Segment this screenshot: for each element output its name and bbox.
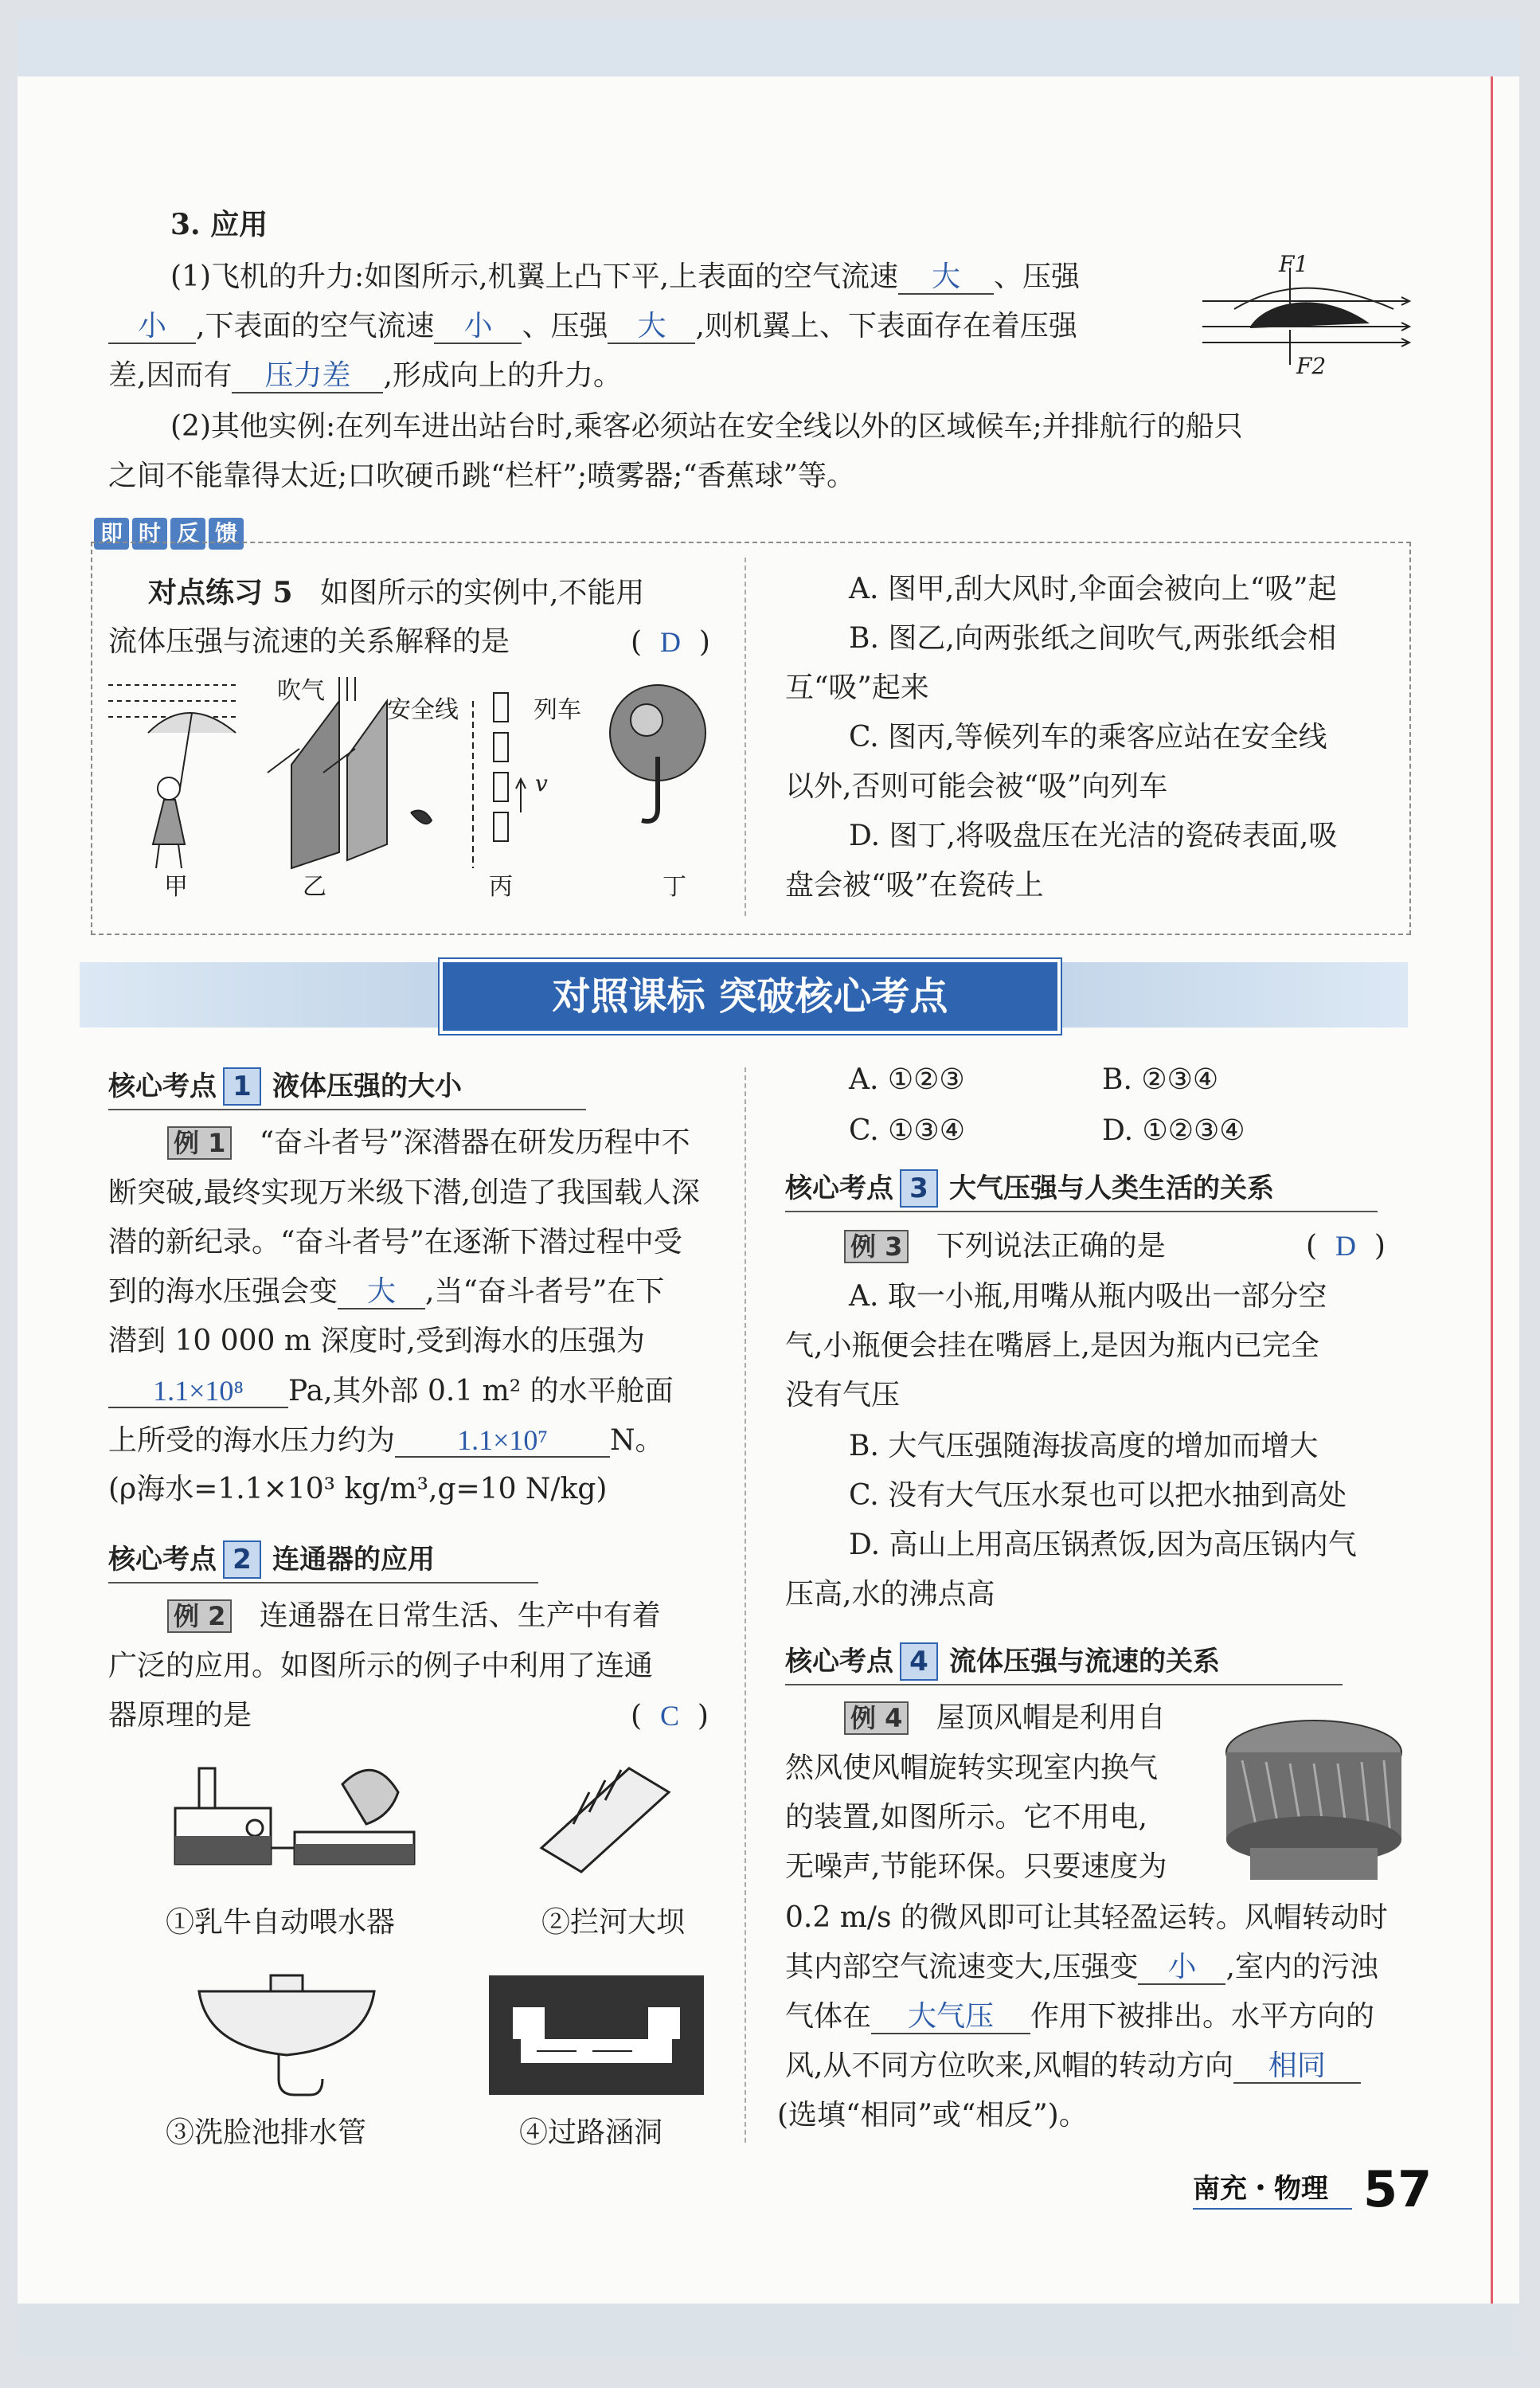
paragraph-line: 潜到 10 000 m 深度时,受到海水的压强为 bbox=[108, 1325, 645, 1357]
feedback-divider bbox=[745, 558, 746, 916]
figure-caption: ③洗脸池排水管 bbox=[166, 2116, 367, 2149]
f1-label: F1 bbox=[1279, 251, 1309, 277]
column-divider bbox=[745, 1067, 746, 2143]
example-line bbox=[844, 1701, 1166, 1735]
paren: ) bbox=[1374, 1230, 1386, 1263]
option-line: A. 图甲,刮大风时,伞面会被向上“吸”起 bbox=[849, 573, 1337, 605]
paragraph-line bbox=[108, 311, 1077, 344]
safety-line-label: 安全线 bbox=[387, 696, 459, 724]
paragraph-line bbox=[785, 2050, 1361, 2084]
option-line: C. 没有大气压水泵也可以把水抽到高处 bbox=[849, 1479, 1347, 1512]
paragraph-line: 之间不能靠得太近;口吹硬币跳“栏杆”;喷雾器;“香蕉球”等。 bbox=[108, 460, 856, 492]
f2-label: F2 bbox=[1296, 353, 1327, 379]
paragraph-line: (选填“相同”或“相反”)。 bbox=[777, 2099, 1088, 2132]
ex-num: 2 bbox=[208, 1601, 226, 1631]
paragraph-line bbox=[108, 360, 622, 393]
option: C. ①③④ bbox=[849, 1114, 965, 1147]
text: 流体压强与流速的关系解释的是 bbox=[108, 625, 510, 658]
text: ,形成向上的升力。 bbox=[383, 359, 622, 392]
figure-caption: ①乳牛自动喂水器 bbox=[166, 1906, 396, 1939]
tag-char: 时 bbox=[132, 518, 167, 550]
text: 下列说法正确的是 bbox=[936, 1230, 1166, 1263]
text: N。 bbox=[610, 1424, 664, 1457]
answer-blank: 相同 bbox=[1233, 2050, 1361, 2084]
example-line bbox=[167, 1599, 661, 1633]
answer-blank: 大气压 bbox=[871, 2001, 1030, 2034]
example-label bbox=[167, 1599, 232, 1633]
answer-blank: 小 bbox=[108, 311, 196, 344]
option: B. ②③④ bbox=[1102, 1063, 1219, 1096]
answer-blank: 大 bbox=[608, 311, 695, 344]
umbrella-figure bbox=[108, 685, 236, 868]
option-line: C. 图丙,等候列车的乘客应站在安全线 bbox=[849, 721, 1327, 754]
answer-blank: 1.1×10⁸ bbox=[108, 1375, 288, 1408]
option-line: D. 高山上用高压锅煮饭,因为高压锅内气 bbox=[849, 1529, 1357, 1561]
text: 如图所示的实例中,不能用 bbox=[319, 577, 645, 609]
train-label: 列车 bbox=[534, 696, 581, 724]
text: 气体在 bbox=[785, 2000, 872, 2033]
example-label bbox=[167, 1126, 232, 1160]
paragraph-line: 潜的新纪录。“奋斗者号”在逐渐下潜过程中受 bbox=[108, 1226, 682, 1259]
answer: C bbox=[659, 1700, 679, 1732]
example-label bbox=[844, 1230, 909, 1263]
answer-blank: 小 bbox=[434, 311, 522, 344]
kp-number: 1 bbox=[223, 1067, 261, 1106]
top-band bbox=[18, 19, 1519, 76]
key-point-heading bbox=[785, 1642, 1220, 1681]
heading-underline bbox=[785, 1684, 1343, 1685]
answer-paren bbox=[631, 626, 710, 659]
ex-text: 例 bbox=[174, 1128, 200, 1158]
banner-title: 对照课标 突破核心考点 bbox=[440, 959, 1061, 1034]
tag-char: 反 bbox=[170, 518, 205, 550]
paragraph-line bbox=[170, 261, 1080, 295]
question-title: 对点练习 5 bbox=[148, 576, 293, 609]
text: 、压强 bbox=[994, 260, 1081, 293]
kp-number: 3 bbox=[900, 1169, 938, 1208]
figure-label: 乙 bbox=[303, 873, 326, 901]
paragraph-line bbox=[785, 2001, 1374, 2034]
paragraph-line: 无噪声,节能环保。只要速度为 bbox=[785, 1850, 1167, 1883]
tag-char: 馈 bbox=[209, 518, 244, 550]
text: 差,因而有 bbox=[108, 359, 233, 392]
margin-line bbox=[1491, 76, 1493, 2355]
text: ,室内的污浊 bbox=[1225, 1951, 1378, 1983]
text: Pa,其外部 0.1 m² 的水平舱面 bbox=[288, 1375, 674, 1407]
text: ,则机翼上、下表面存在着压强 bbox=[695, 310, 1077, 343]
text: 上所受的海水压力约为 bbox=[108, 1424, 396, 1457]
velocity-label: v bbox=[535, 770, 548, 797]
paragraph-line bbox=[785, 1952, 1378, 1985]
paragraph-line bbox=[108, 1375, 674, 1408]
paren: ) bbox=[697, 1700, 709, 1732]
option-line: B. 大气压强随海拔高度的增加而增大 bbox=[849, 1430, 1319, 1462]
option-line: B. 图乙,向两张纸之间吹气,两张纸会相 bbox=[849, 622, 1337, 655]
example-label bbox=[844, 1701, 909, 1735]
paren: ) bbox=[698, 626, 710, 659]
answer-blank: 小 bbox=[1138, 1952, 1225, 1985]
kp-title: 连通器的应用 bbox=[272, 1544, 435, 1576]
paren: ( bbox=[631, 1700, 643, 1732]
option-line: D. 图丁,将吸盘压在光洁的瓷砖表面,吸 bbox=[849, 820, 1338, 852]
option: A. ①②③ bbox=[849, 1063, 965, 1096]
answer-paren bbox=[1306, 1230, 1386, 1263]
answer-blank: 压力差 bbox=[232, 360, 383, 393]
dam-figure bbox=[526, 1760, 685, 1880]
answer: D bbox=[1335, 1230, 1356, 1262]
paragraph-line bbox=[108, 1276, 664, 1309]
example-line bbox=[844, 1230, 1166, 1263]
paragraph-line: (2)其他实例:在列车进出站台时,乘客必须站在安全线以外的区域候车;并排航行的船只 bbox=[170, 410, 1243, 443]
page-number: 57 bbox=[1363, 2160, 1433, 2218]
kp-number: 4 bbox=[900, 1642, 938, 1681]
text: 到的海水压强会变 bbox=[108, 1275, 338, 1308]
figure-caption: ②拦河大坝 bbox=[541, 1906, 686, 1939]
answer-paren bbox=[631, 1700, 709, 1732]
text: 、压强 bbox=[522, 310, 608, 343]
heading-underline bbox=[108, 1582, 538, 1584]
ex-text: 例 bbox=[850, 1231, 877, 1262]
kp-label: 核心考点 bbox=[108, 1544, 217, 1576]
figure-label: 丙 bbox=[489, 873, 513, 901]
paragraph-line bbox=[108, 1424, 664, 1458]
footer-subject: 南充・物理 bbox=[1193, 2173, 1328, 2205]
ex-num: 4 bbox=[885, 1703, 903, 1733]
heading-underline bbox=[785, 1211, 1378, 1212]
blow-label: 吹气 bbox=[277, 677, 325, 705]
question-line bbox=[148, 577, 644, 609]
answer-blank: 大 bbox=[898, 261, 994, 295]
kp-label: 核心考点 bbox=[108, 1071, 217, 1102]
text: 屋顶风帽是利用自 bbox=[936, 1701, 1166, 1734]
key-point-heading bbox=[108, 1067, 462, 1106]
paren: ( bbox=[631, 626, 643, 659]
option-line: 没有气压 bbox=[785, 1379, 901, 1411]
section-title: 3. 应用 bbox=[170, 208, 268, 241]
bottom-band bbox=[18, 2304, 1519, 2356]
answer-blank: 1.1×10⁷ bbox=[395, 1424, 610, 1458]
answer: D bbox=[659, 626, 681, 658]
kp-title: 大气压强与人类生活的关系 bbox=[949, 1172, 1274, 1204]
roof-ventilator-figure bbox=[1218, 1705, 1409, 1888]
tag-char: 即 bbox=[94, 518, 129, 550]
kp-title: 液体压强的大小 bbox=[272, 1071, 462, 1102]
answer-blank: 大 bbox=[338, 1276, 425, 1309]
cow-feeder-figure bbox=[167, 1752, 422, 1888]
heading-underline bbox=[108, 1109, 586, 1110]
paragraph-line: 的装置,如图所示。它不用电, bbox=[785, 1801, 1147, 1834]
suction-cup-figure bbox=[610, 685, 706, 821]
option-line: 互“吸”起来 bbox=[785, 671, 929, 704]
kp-number: 2 bbox=[223, 1540, 261, 1579]
paren: ( bbox=[1306, 1230, 1318, 1263]
ex-num: 1 bbox=[208, 1128, 226, 1158]
figure-caption: ④过路涵洞 bbox=[519, 2116, 663, 2149]
text: 连通器在日常生活、生产中有着 bbox=[259, 1599, 661, 1632]
text: “奋斗者号”深潜器在研发历程中不 bbox=[259, 1126, 690, 1159]
figure-label: 丁 bbox=[663, 873, 686, 901]
option-line: 压高,水的沸点高 bbox=[785, 1578, 995, 1611]
key-point-heading bbox=[108, 1540, 435, 1579]
basin-figure bbox=[191, 1967, 382, 2103]
footer-underline bbox=[1193, 2208, 1352, 2210]
figure-label: 甲 bbox=[164, 873, 188, 901]
option-line: 气,小瓶便会挂在嘴唇上,是因为瓶内已完全 bbox=[785, 1329, 1319, 1362]
paragraph-line: 广泛的应用。如图所示的例子中利用了连通 bbox=[108, 1650, 654, 1682]
kp-title: 流体压强与流速的关系 bbox=[949, 1646, 1220, 1677]
paragraph-line: 断突破,最终实现万米级下潜,创造了我国载人深 bbox=[108, 1176, 700, 1209]
option-line: A. 取一小瓶,用嘴从瓶内吸出一部分空 bbox=[849, 1280, 1327, 1313]
text: 风,从不同方位吹来,风帽的转动方向 bbox=[785, 2049, 1233, 2082]
text: ,下表面的空气流速 bbox=[196, 310, 435, 343]
culvert-figure bbox=[489, 1975, 704, 2095]
text: ,当“奋斗者号”在下 bbox=[425, 1275, 665, 1308]
wing-shape bbox=[1250, 302, 1370, 328]
text: (1)飞机的升力:如图所示,机翼上凸下平,上表面的空气流速 bbox=[170, 260, 899, 293]
kp-label: 核心考点 bbox=[785, 1172, 893, 1204]
kp-label: 核心考点 bbox=[785, 1646, 893, 1677]
ex-text: 例 bbox=[850, 1703, 877, 1733]
question-line bbox=[108, 626, 510, 658]
ex-text: 例 bbox=[174, 1601, 200, 1631]
paragraph-line: 器原理的是 bbox=[108, 1699, 252, 1732]
ex-num: 3 bbox=[885, 1231, 903, 1262]
example-line bbox=[167, 1126, 690, 1160]
text: 作用下被排出。水平方向的 bbox=[1030, 2000, 1375, 2033]
text: 其内部空气流速变大,压强变 bbox=[785, 1951, 1139, 1983]
key-point-heading bbox=[785, 1169, 1274, 1208]
paragraph-line: 然风使风帽旋转实现室内换气 bbox=[785, 1752, 1159, 1784]
option-line: 盘会被“吸”在瓷砖上 bbox=[785, 869, 1044, 902]
paragraph-line: 0.2 m/s 的微风即可让其轻盈运转。风帽转动时 bbox=[785, 1901, 1388, 1934]
option: D. ①②③④ bbox=[1102, 1114, 1245, 1147]
paragraph-line: (ρ海水=1.1×10³ kg/m³,g=10 N/kg) bbox=[108, 1473, 608, 1505]
option-line: 以外,否则可能会被“吸”向列车 bbox=[785, 770, 1168, 803]
